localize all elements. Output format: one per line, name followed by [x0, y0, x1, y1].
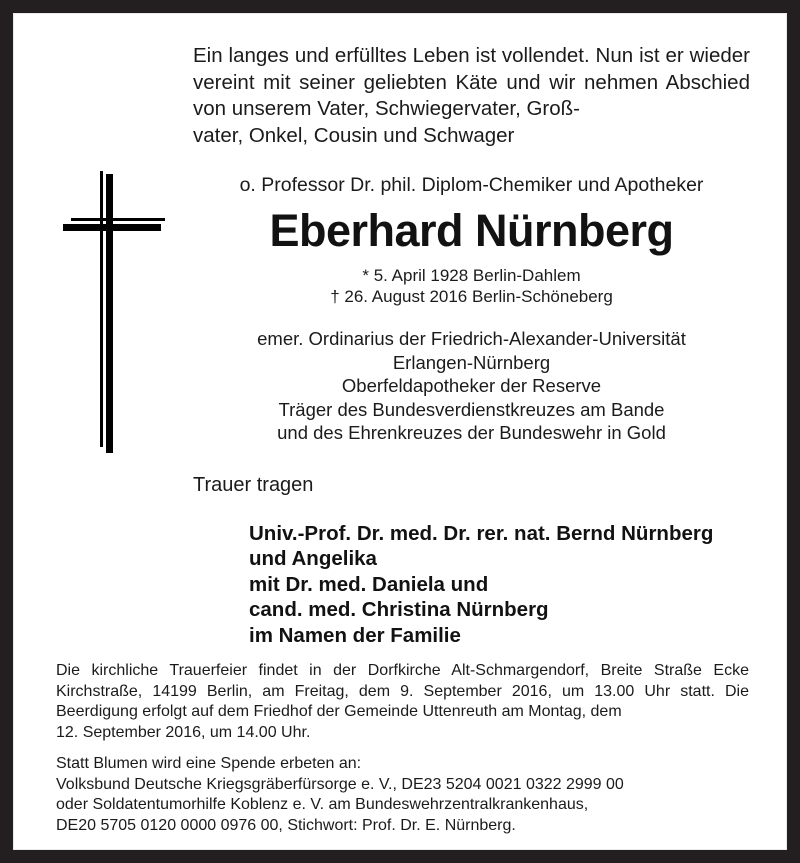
honors-line-5: und des Ehrenkreuzes der Bundeswehr in Gold [277, 422, 666, 443]
donation-line-3: DE20 5705 0120 0000 0976 00, Stichwort: Prof. Dr. E. Nürnberg. [56, 816, 516, 834]
lead-line-3: Abschied von unserem Vater, Schwiegervater, Groß- [193, 70, 750, 120]
lead-paragraph [193, 43, 750, 149]
honors-block [193, 327, 750, 445]
death-date: † 26. August 2016 Berlin-Schöneberg [330, 287, 613, 306]
donation-line-1: Volksbund Deutsche Kriegsgräberfürsorge e. V., DE23 5204 0021 0322 2999 00 [56, 775, 624, 793]
honors-line-3: Oberfeldapotheker der Reserve [341, 375, 602, 396]
service-line-3: Die Beerdigung erfolgt auf dem Friedhof der Gemeinde Uttenreuth am Montag, dem [56, 682, 749, 720]
service-line-1: Die kirchliche Trauerfeier findet in der Dorfkirche Alt-Schmargendorf, Breite Straße [56, 662, 702, 679]
donation-heading: Statt Blumen wird eine Spende erbeten an: [56, 755, 362, 772]
lead-line-4: vater, Onkel, Cousin und Schwager [193, 123, 515, 147]
notice-inner-area [13, 13, 787, 850]
main-text-column [193, 43, 750, 648]
mourners-label: Trauer tragen [193, 473, 314, 496]
mourner-line-5: im Namen der Familie [249, 623, 461, 647]
cross-vertical-thick-rule [106, 174, 113, 453]
birth-date: * 5. April 1928 Berlin-Dahlem [362, 266, 581, 285]
christian-cross-icon [50, 160, 180, 450]
cross-horizontal-thin-rule [71, 218, 165, 221]
honors-line-4: Träger des Bundesverdienstkreuzes am Bande [278, 398, 665, 420]
service-line-4: 12. September 2016, um 14.00 Uhr. [56, 723, 311, 741]
honors-line-1: emer. Ordinarius der Friedrich-Alexander-Universität [257, 328, 686, 349]
cross-vertical-thin-rule [100, 171, 103, 447]
lead-line-2: wieder vereint mit seiner geliebten Käte und wir nehmen [193, 44, 750, 94]
service-line-2: Ecke Kirchstraße, 14199 Berlin, am Freitag, dem 9. September 2016, um 13.00 Uhr statt. [56, 662, 749, 700]
service-details [56, 661, 749, 743]
donation-details [56, 775, 749, 837]
honors-line-2: Erlangen-Nürnberg [392, 351, 551, 373]
mourner-line-4: cand. med. Christina Nürnberg [249, 598, 549, 621]
donation-line-2: oder Soldatentumorhilfe Koblenz e. V. am Bundeswehrzentralkrankenhaus, [56, 796, 589, 813]
cross-horizontal-thick-rule [63, 224, 161, 231]
mourner-line-1: Univ.-Prof. Dr. med. Dr. rer. nat. Bernd Nürnberg [249, 521, 714, 545]
deceased-pretitle: o. Professor Dr. phil. Diplom-Chemiker und Apotheker [239, 174, 704, 196]
deceased-name: Eberhard Nürnberg [269, 205, 674, 256]
mourner-line-3: mit Dr. med. Daniela und [249, 572, 489, 596]
deceased-dates [193, 265, 750, 307]
footer-fine-print [56, 661, 749, 836]
lead-line-1: Ein langes und erfülltes Leben ist vollendet. Nun ist er [193, 44, 684, 67]
mourners-list [249, 521, 750, 649]
mourner-line-2: und Angelika [249, 547, 377, 570]
